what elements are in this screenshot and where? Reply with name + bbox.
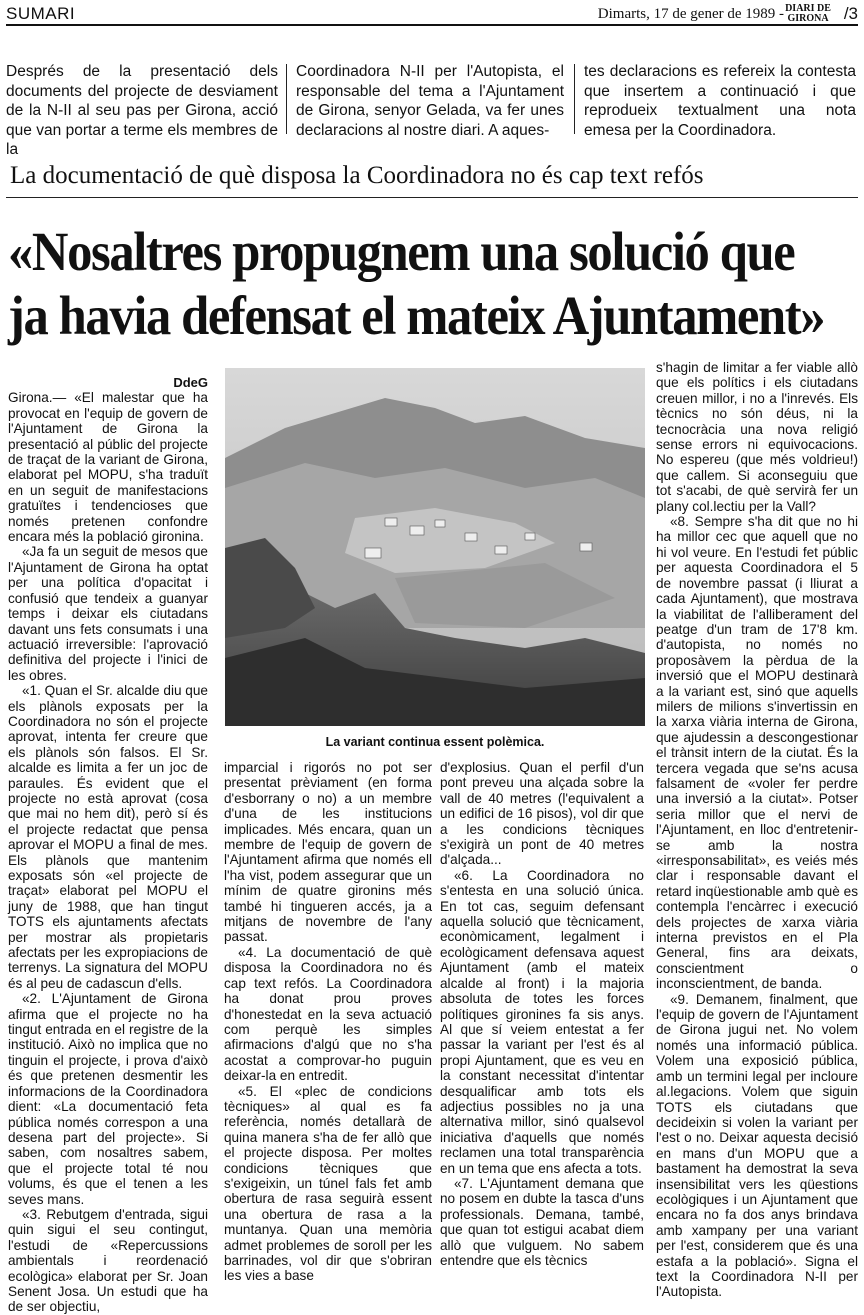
- issue-date: Dimarts, 17 de gener de 1989 -: [597, 6, 784, 22]
- intro-column-1: Després de la presentació dels documents del projecte de desviament de la N-II al seu pas per Girona, acció que van portar a terme els membres de la: [6, 63, 278, 158]
- kicker-rule: [6, 197, 858, 198]
- intro-column-3: tes declaracions es refereix la contesta que insertem a continuació i que reprodueix textualment una nota emesa per la Coordinadora.: [584, 63, 856, 139]
- page-header: [6, 4, 858, 26]
- article-column-3: [440, 760, 644, 1268]
- newspaper-logo: [784, 4, 832, 24]
- article-paragraph: «3. Rebutgem d'entrada, sigui quin sigui el seu contingut, l'estudi de «Repercussions ambientals i reordenació ecològica» elaborat per Sr. Joan Senent Josa. Un estudi que ha de ser objectiu,: [8, 1206, 208, 1315]
- landscape-photo-image: [225, 368, 645, 726]
- column-divider: [286, 64, 287, 134]
- byline: DdeG: [173, 375, 208, 390]
- headline-line-2: ja havia defensat el mateix Ajuntament»: [8, 285, 825, 346]
- article-column-4: [656, 360, 858, 1300]
- landscape-photo: [225, 368, 645, 726]
- newspaper-logo-line2: GIRONA: [787, 13, 829, 24]
- article-paragraph: imparcial i rigorós no pot ser presentat prèviament (en forma d'esborrany o no) a un membre d'una de les institucions implicades. Més encara, quan un membre de l'equip de govern de l'Ajuntament afirma que només ell l'ha vist, podem assegurar que un mínim de quatre gironins més també hi tingueren accés, ja a mitjans de novembre de l'any passat.: [224, 760, 432, 945]
- article-column-2: [224, 760, 432, 1284]
- kicker-headline: La documentació de què disposa la Coordinadora no és cap text refós: [10, 162, 704, 189]
- headline-line-1: «Nosaltres propugnem una solució que: [8, 221, 795, 282]
- article-paragraph: «5. El «plec de condicions tècniques» al qual es fa referència, només detallarà de quina manera s'ha de fer allò que el projecte disposa. Per moltes condicions tècniques que s'exigeixin, un túnel fals fet amb obertura de rasa seguirà essent una obertura de rasa a la muntanya. Quan una memòria admet problemes de soroll per les barrinades, vol dir que s'obriran les vies a base: [224, 1083, 432, 1284]
- intro-column-2: Coordinadora N-II per l'Autopista, el responsable del tema a l'Ajuntament de Girona, senyor Gelada, va fer unes declaracions al nostre diari. A aques-: [296, 63, 564, 139]
- article-paragraph: «7. L'Ajuntament demana que no posem en dubte la tasca d'uns professionals. Demana, també, que quan tot estigui acabat diem allò que vulguem. No sabem entendre que els tècnics: [440, 1175, 644, 1268]
- article-paragraph: «6. La Coordinadora no s'entesta en una solució única. En tot cas, seguim defensant aquella solució que tècnicament, econòmicament, legalment i ecològicament defensava aquest Ajuntament (amb el mateix alcalde al front) i la majoria absoluta de totes les forces polítiques gironines fa sis anys. Al que sí veiem entestat a fer passar la variant per l'est és al propi Ajuntament, que es veu en la constant necessitat d'intentar desqualificar amb tots els adjectius possibles no ja una alternativa millor, sinó qualsevol iniciativa d'aquells que només reclamen una total transparència en un tema que ens afecta a tots.: [440, 867, 644, 1176]
- photo-caption: La variant continua essent polèmica.: [325, 735, 545, 749]
- section-label: SUMARI: [6, 4, 76, 23]
- column-divider: [574, 64, 575, 134]
- page-number: /3: [843, 4, 858, 23]
- newspaper-logo-line1: DIARI DE: [785, 3, 831, 14]
- article-paragraph: «8. Sempre s'ha dit que no hi ha millor cec que aquell que no hi vol veure. En l'estudi fet públic per aquesta Coordinadora el 5 de novembre passat (i lliurat a cada Ajuntament), que mostrava la viabilitat de l'alliberament del peatge d'un tram de 17'8 km. d'autopista, no només no proposàvem la pèrdua de la inversió que el MOPU destinarà a la variant est, sinó que aquells milers de milions s'invertissin en la xarxa viària interna de Girona, que ajudessin a descongestionar el trànsit intern de la ciutat. És la tercera vegada que se'ns acusa falsament de «voler fer perdre una inversió a la ciutat». Potser seria millor que el nervi de l'Ajuntament, en lloc d'entretenir-se amb la nostra «irresponsabilitat», es veiés més clar i responsable davant el retard inqüestionable amb què es contempla l'encàrrec i execució dels projectes de xarxa viària interna previstos en el Pla General, fins ara deixats, conscientment o inconscientment, de banda.: [656, 514, 858, 992]
- article-paragraph: «Ja fa un seguit de mesos que l'Ajuntament de Girona ha optat per una política d'opacitat i confusió que tendeix a guanyar temps i deixar els ciutadans davant uns fets consumats i una actuació irreversible: l'aprovació definitiva del projecte i l'inici de les obres.: [8, 544, 208, 683]
- article-paragraph: d'explosius. Quan el perfil d'un pont preveu una alçada sobre la vall de 40 metres (l'equivalent a un edifici de 16 pisos), vol dir que a les condicions tècniques s'exigirà un pont de 40 metres d'alçada...: [440, 760, 644, 868]
- article-paragraph: s'hagin de limitar a fer viable allò que els polítics i els ciutadans creuen millor, i no a l'inrevés. Els tècnics no són déus, ni la tecnocràcia una nova religió sense errors ni equivocacions. No espereu (que més voldrieu!) que callem. Si aconseguiu que tot s'acabi, de què servirà fer un plany col.lectiu per la Vall?: [656, 360, 858, 514]
- article-paragraph: «9. Demanem, finalment, que l'equip de govern de l'Ajuntament de Girona jugui net. No volem només una informació pública. Volem una exposició pública, amb un termini legal per incloure al.legacions. Volem que siguin TOTS els ciutadans que decideixin si volen la variant per l'est o no. Deixar aquesta decisió en mans d'un MOPU que a bastament ha demostrat la seva insensibilitat vers les qüestions ecològiques i un Ajuntament que encara no fa dos anys brindava amb xampany per una variant per l'est, considerem que és una estafa a la població». Signa el text la Coordinadora N-II per l'Autopista.: [656, 991, 858, 1300]
- article-paragraph: «1. Quan el Sr. alcalde diu que els plànols exposats per la Coordinadora no són el projecte aprovat, intenta fer creure que els plànols són falsos. El Sr. alcalde es limita a fer un joc de paraules. És evident que el projecte no està aprovat (cosa que mai no hem dit), però sí és el projecte redactat que pensa aprovar el MOPU a final de mes. Els plànols que mantenim exposats són «el projecte de traçat» elaborat pel MOPU el juny de 1988, que han tingut TOTS els ajuntaments afectats per mostrar als propietaris afectats per les expropiacions de terrenys. La signatura del MOPU és al peu de cadascun d'ells.: [8, 683, 208, 991]
- article-paragraph: «2. L'Ajuntament de Girona afirma que el projecte no ha tingut entrada en el registre de la institució. Això no implica que no tinguin el projecte, i prova d'això és que pretenen desmentir les informacions de la Coordinadora dient: «La documentació feta pública només correspon a una desena part del projecte». Si saben, com nosaltres sabem, que el projecte total té nou volums, és que el tenen a les seves mans.: [8, 991, 208, 1207]
- article-paragraph: Girona.— «El malestar que ha provocat en l'equip de govern de l'Ajuntament de Girona la presentació al públic del projecte de traçat de la variant de Girona, elaborat pel MOPU, s'ha traduït en un seguit de manifestacions gratuïtes i tendencioses que només pretenen confondre encara més la població gironina.: [8, 390, 208, 545]
- article-paragraph: «4. La documentació de què disposa la Coordinadora no és cap text refós. La Coordinadora ha donat prou proves d'honestedat en la seva actuació com perquè les simples afirmacions d'algú que no s'ha acostat a comprovar-ho puguin deixar-la en entredit.: [224, 944, 432, 1084]
- main-headline: [8, 220, 825, 348]
- article-column-1: [8, 375, 208, 1315]
